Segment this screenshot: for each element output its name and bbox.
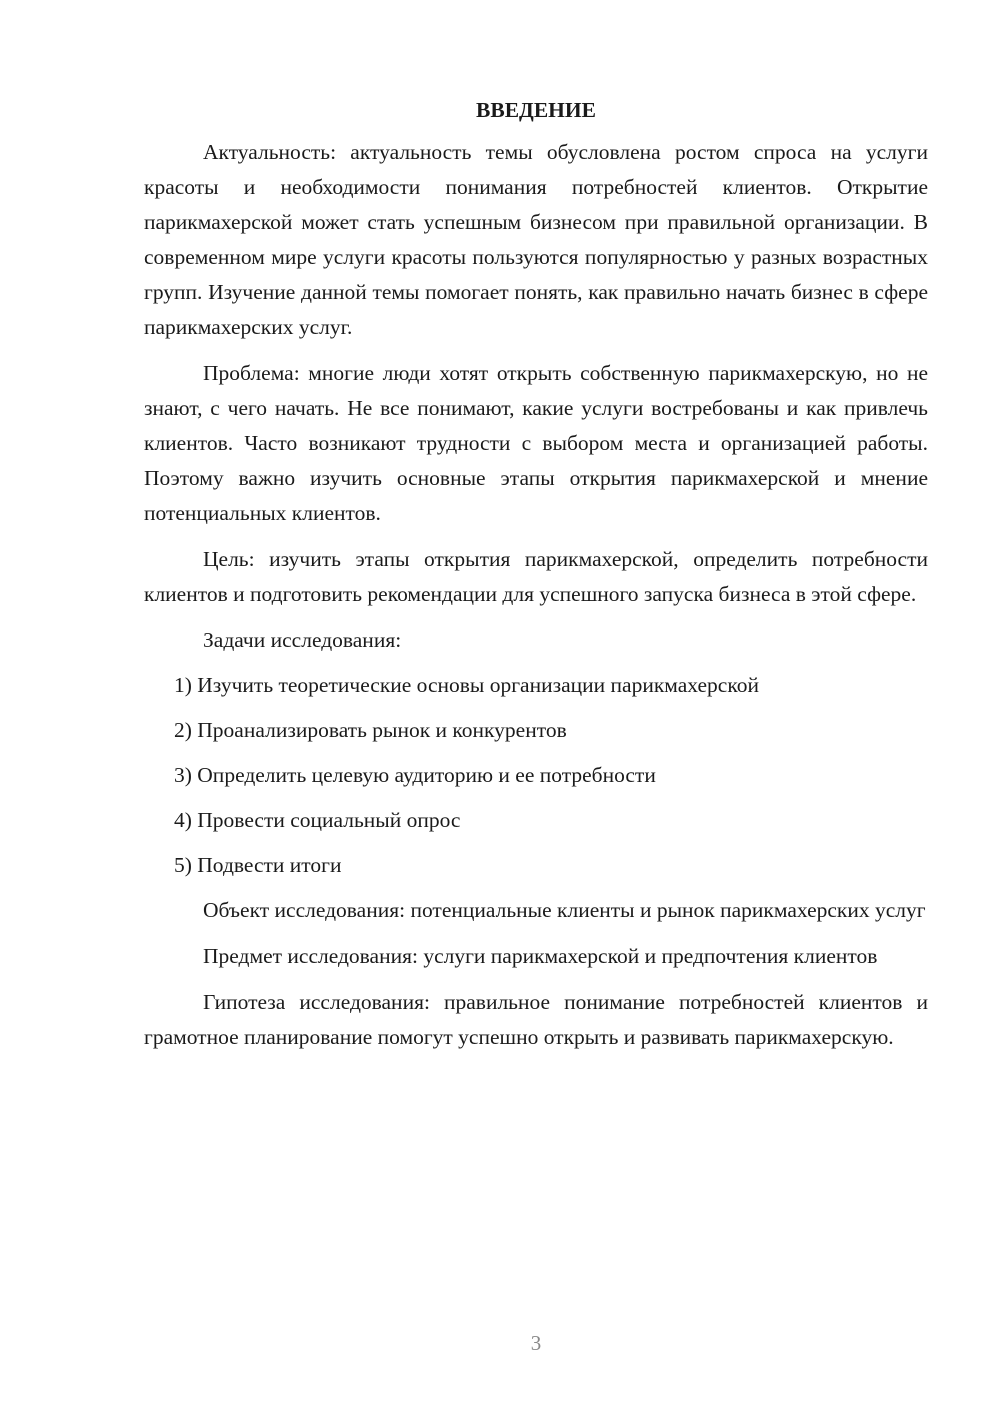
task-item: 3) Определить целевую аудиторию и ее потребности (174, 763, 656, 787)
paragraph-hypothesis: Гипотеза исследования: правильное понимание потребностей клиентов и грамотное планирование помогут успешно открыть и развивать парикмахерскую. (144, 990, 928, 1049)
paragraph-goal: Цель: изучить этапы открытия парикмахерской, определить потребности клиентов и подготовить рекомендации для успешного запуска бизнеса в этой сфере. (144, 547, 928, 606)
paragraph-problem: Проблема: многие люди хотят открыть собственную парикмахерскую, но не знают, с чего начать. Не все понимают, какие услуги востребованы и как привлечь клиентов. Часто возникают трудности с выбором места и организацией работы. Поэтому важно изучить основные этапы открытия парикмахерской и мнение потенциальных клиентов. (144, 361, 928, 525)
paragraph-relevance: Актуальность: актуальность темы обусловлена ростом спроса на услуги красоты и необходимости понимания потребностей клиентов. Открытие парикмахерской может стать успешным бизнесом при правильной организации. В современном мире услуги красоты пользуются популярностью у разных возрастных групп. Изучение данной темы помогает понять, как правильно начать бизнес в сфере парикмахерских услуг. (144, 140, 928, 339)
tasks-heading: Задачи исследования: (203, 628, 402, 652)
tasks-list (144, 668, 928, 883)
paragraph-subject: Предмет исследования: услуги парикмахерской и предпочтения клиентов (203, 944, 878, 968)
task-item: 4) Провести социальный опрос (174, 808, 461, 832)
paragraph-object: Объект исследования: потенциальные клиенты и рынок парикмахерских услуг (203, 898, 926, 922)
task-item: 2) Проанализировать рынок и конкурентов (174, 718, 567, 742)
page-number: 3 (530, 1331, 542, 1355)
task-item: 5) Подвести итоги (174, 853, 342, 877)
page-title: ВВЕДЕНИЕ (476, 98, 596, 122)
task-item: 1) Изучить теоретические основы организации парикмахерской (174, 673, 759, 697)
document-page (144, 93, 928, 1066)
